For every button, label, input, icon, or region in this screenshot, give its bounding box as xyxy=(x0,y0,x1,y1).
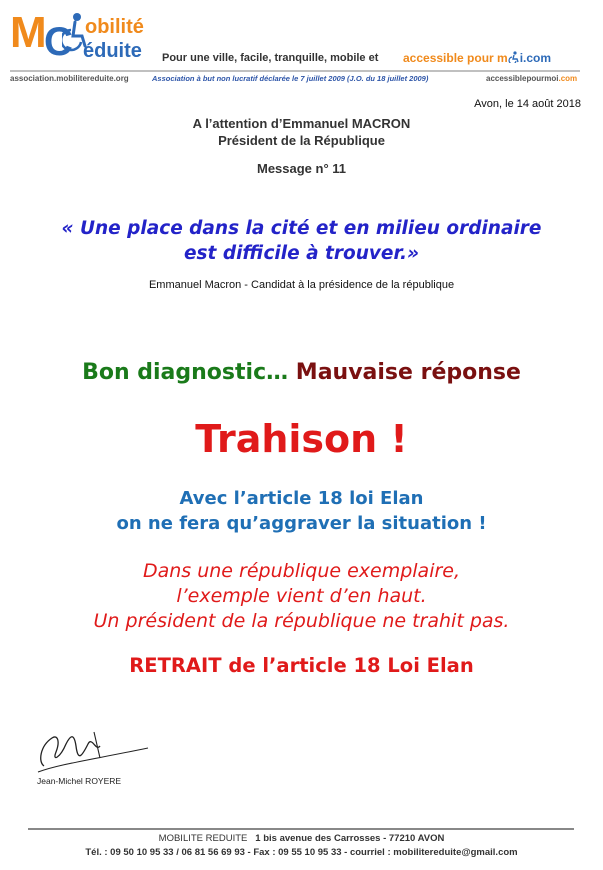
recipient-name: A l’attention d’Emmanuel MACRON xyxy=(192,116,411,131)
quote-author: Emmanuel Macron - Candidat à la présidence de la république xyxy=(148,279,455,291)
association-logo xyxy=(10,6,160,68)
association-note: Association à but non lucratif déclarée le 7 juillet 2009 (J.O. du 18 juillet 2009) xyxy=(152,74,429,83)
signer-name: Jean-Michel ROYERE xyxy=(37,776,122,786)
quote-line-1: « Une place dans la cité et en milieu ordinaire xyxy=(61,218,542,239)
diagnostic-bad: Mauvaise réponse xyxy=(295,360,521,385)
recipient-title: Président de la République xyxy=(218,133,385,148)
footer-org: MOBILITE REDUITE xyxy=(158,833,248,844)
brand-text-end: i.com xyxy=(519,51,552,65)
message-number: Message n° 11 xyxy=(256,161,347,176)
logo-letter-m: M xyxy=(10,8,45,57)
website-link[interactable]: association.mobilitereduite.org xyxy=(10,74,129,83)
elan-statement xyxy=(0,486,603,536)
website2-name: accessiblepourmoi xyxy=(486,74,559,83)
elan-line-2: on ne fera qu’aggraver la situation ! xyxy=(116,513,487,534)
logo-word-mobilite: obilité xyxy=(85,16,144,38)
quote-line-2: est difficile à trouver.» xyxy=(183,243,420,264)
website2-tld: .com xyxy=(558,74,578,83)
footer-divider xyxy=(28,828,574,830)
republic-line-2: l’exemple vient d’en haut. xyxy=(176,585,427,607)
republic-line-3: Un président de la république ne trahit pas. xyxy=(93,610,510,632)
tagline: Pour une ville, facile, tranquille, mobile et xyxy=(162,52,379,64)
diagnostic-good: Bon diagnostic… xyxy=(82,360,289,385)
footer-address-line xyxy=(0,833,603,844)
diagnostic-heading xyxy=(0,360,603,385)
elan-line-1: Avec l’article 18 loi Elan xyxy=(179,488,424,509)
header-divider xyxy=(10,70,580,72)
website-link-2[interactable] xyxy=(486,74,577,83)
footer-contact: Tél. : 09 50 10 95 33 / 06 81 56 69 93 - Fax : 09 55 10 95 33 - courriel : mobilitereduite@gmail.com xyxy=(85,847,518,858)
brand-text-start: accessible pour m xyxy=(403,51,508,65)
republic-line-1: Dans une république exemplaire, xyxy=(142,560,461,582)
republic-statement xyxy=(0,559,603,634)
wheelchair-icon xyxy=(508,51,520,63)
logo-letter-c: C xyxy=(44,20,73,64)
quote xyxy=(0,216,603,266)
footer-address: 1 bis avenue des Carrosses - 77210 AVON xyxy=(255,833,445,844)
headline: Trahison ! xyxy=(195,417,408,461)
letter-date: Avon, le 14 août 2018 xyxy=(474,98,581,110)
withdrawal-demand: RETRAIT de l’article 18 Loi Elan xyxy=(129,654,474,677)
handwritten-signature xyxy=(30,722,150,778)
tagline-brand xyxy=(403,51,551,65)
logo-word-reduite: éduite xyxy=(83,40,142,62)
